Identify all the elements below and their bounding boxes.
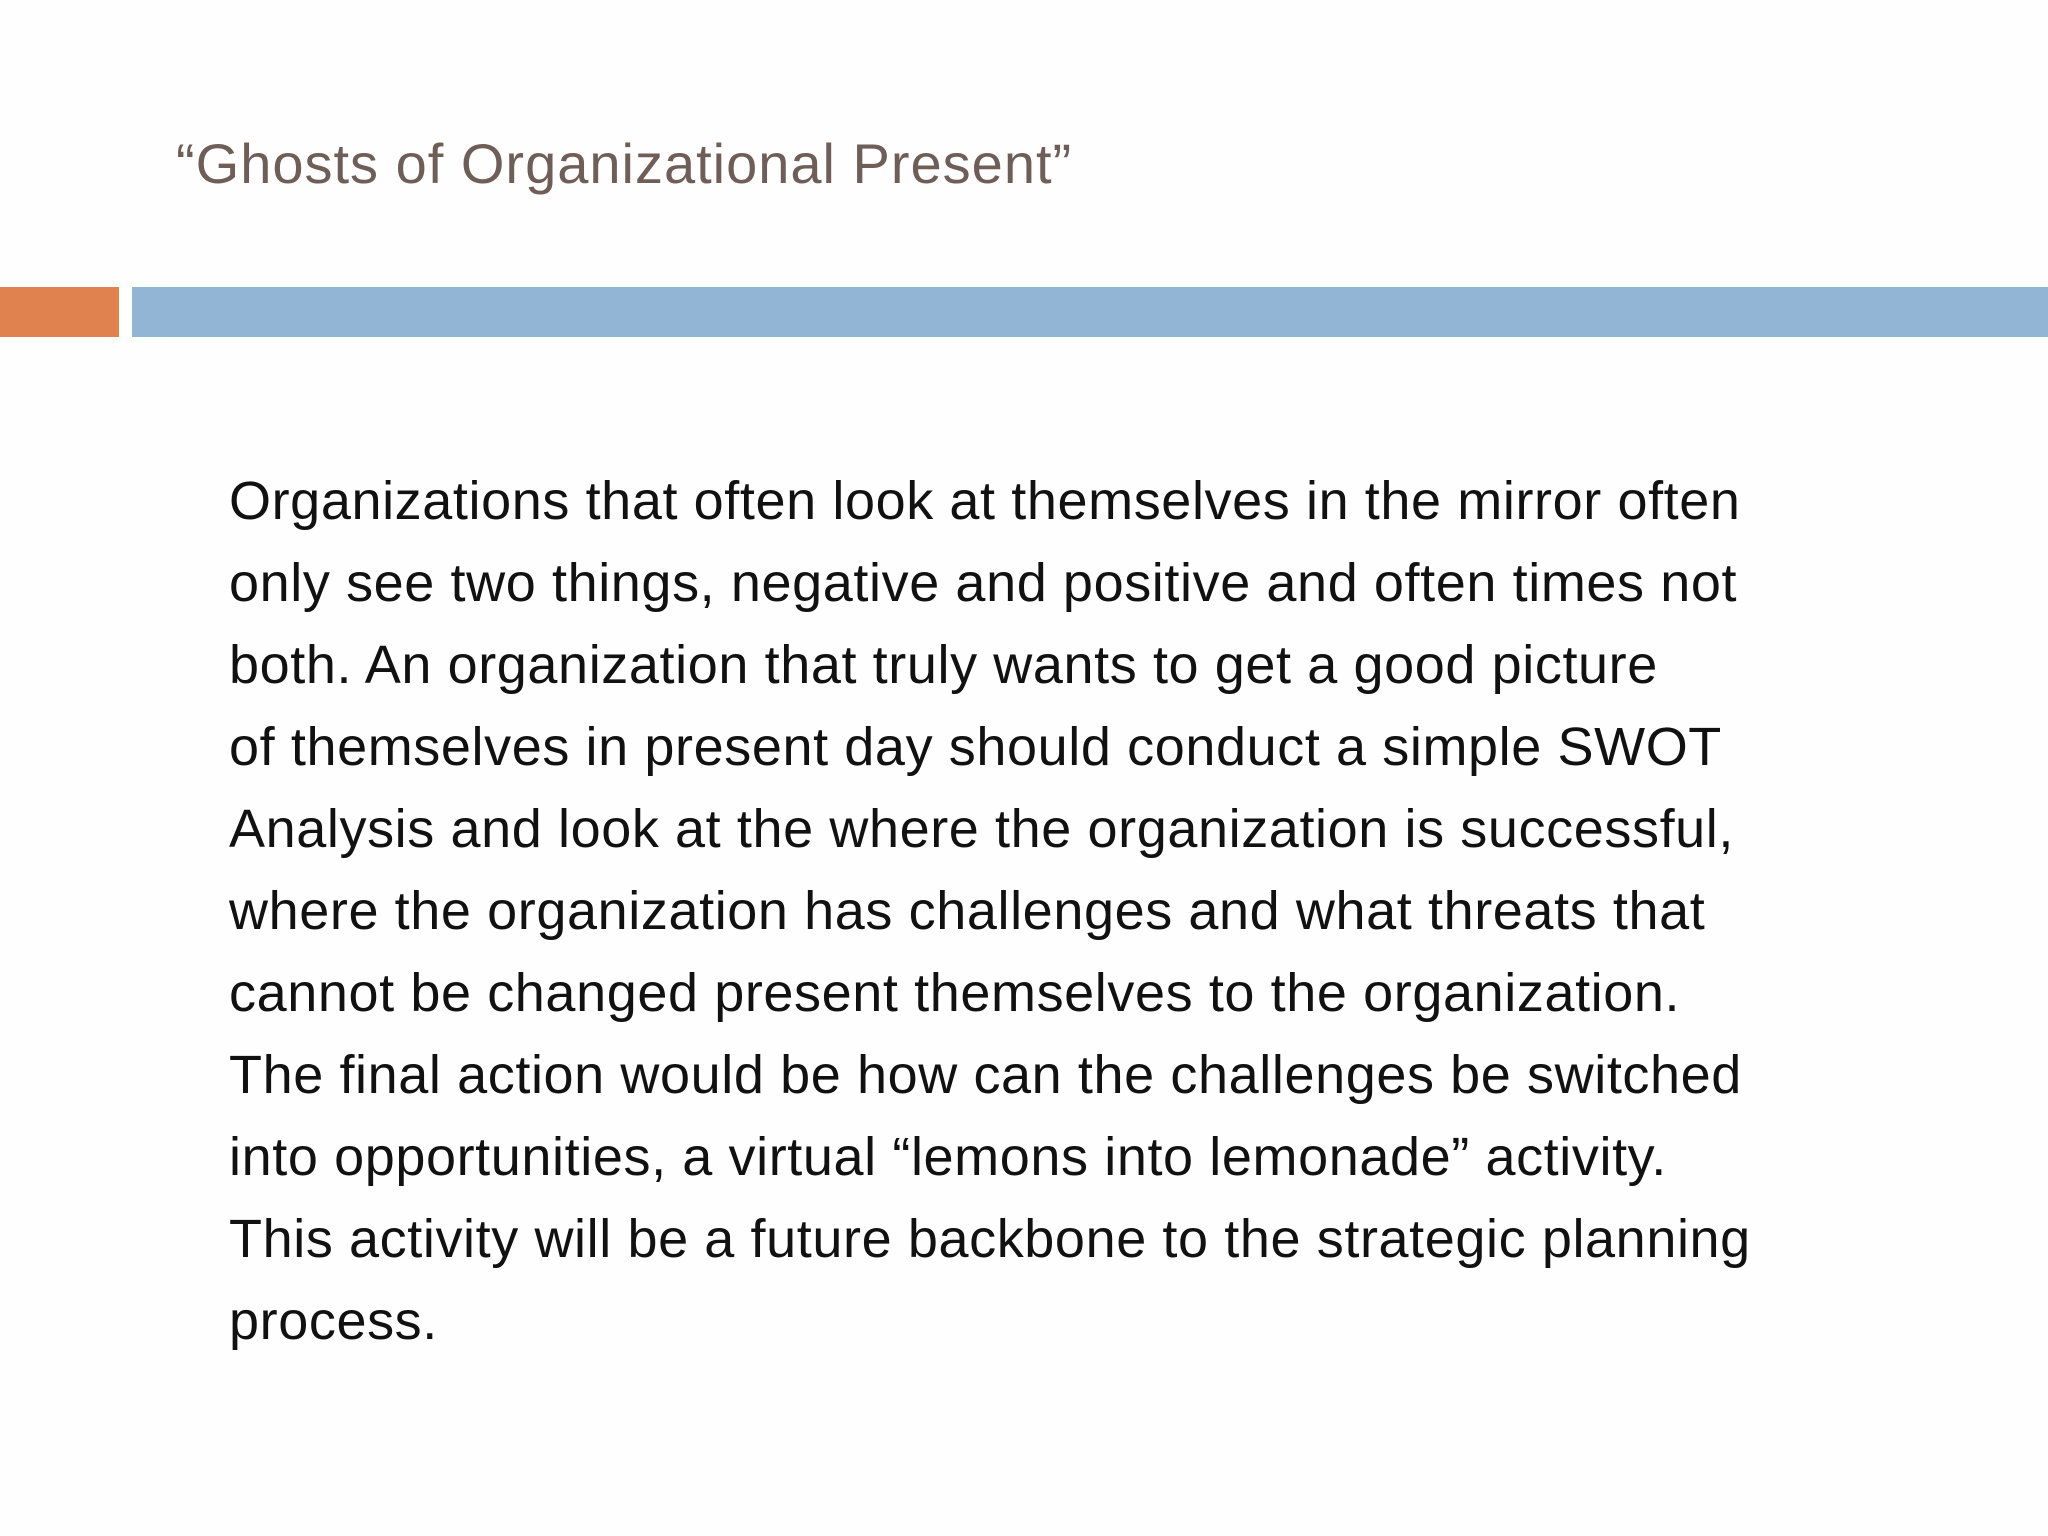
body-line: process. [229, 1291, 438, 1351]
slide-title: “Ghosts of Organizational Present” [176, 132, 1073, 195]
body-line: The final action would be how can the challenges be switched [229, 1045, 1742, 1105]
body-line: of themselves in present day should conduct a simple SWOT [229, 717, 1722, 777]
body-line: Analysis and look at the where the organization is successful, [229, 799, 1735, 859]
slide-body [229, 460, 1959, 1362]
body-line: both. An organization that truly wants to get a good picture [229, 635, 1658, 695]
body-line: where the organization has challenges and what threats that [229, 881, 1706, 941]
accent-bar-blue [132, 287, 2048, 337]
body-line: cannot be changed present themselves to the organization. [229, 963, 1681, 1023]
body-line: Organizations that often look at themselves in the mirror often [229, 471, 1741, 531]
body-line: This activity will be a future backbone to the strategic planning [229, 1209, 1751, 1269]
body-line: into opportunities, a virtual “lemons into lemonade” activity. [229, 1127, 1667, 1187]
accent-bar-orange [0, 287, 119, 337]
body-line: only see two things, negative and positive and often times not [229, 553, 1738, 613]
